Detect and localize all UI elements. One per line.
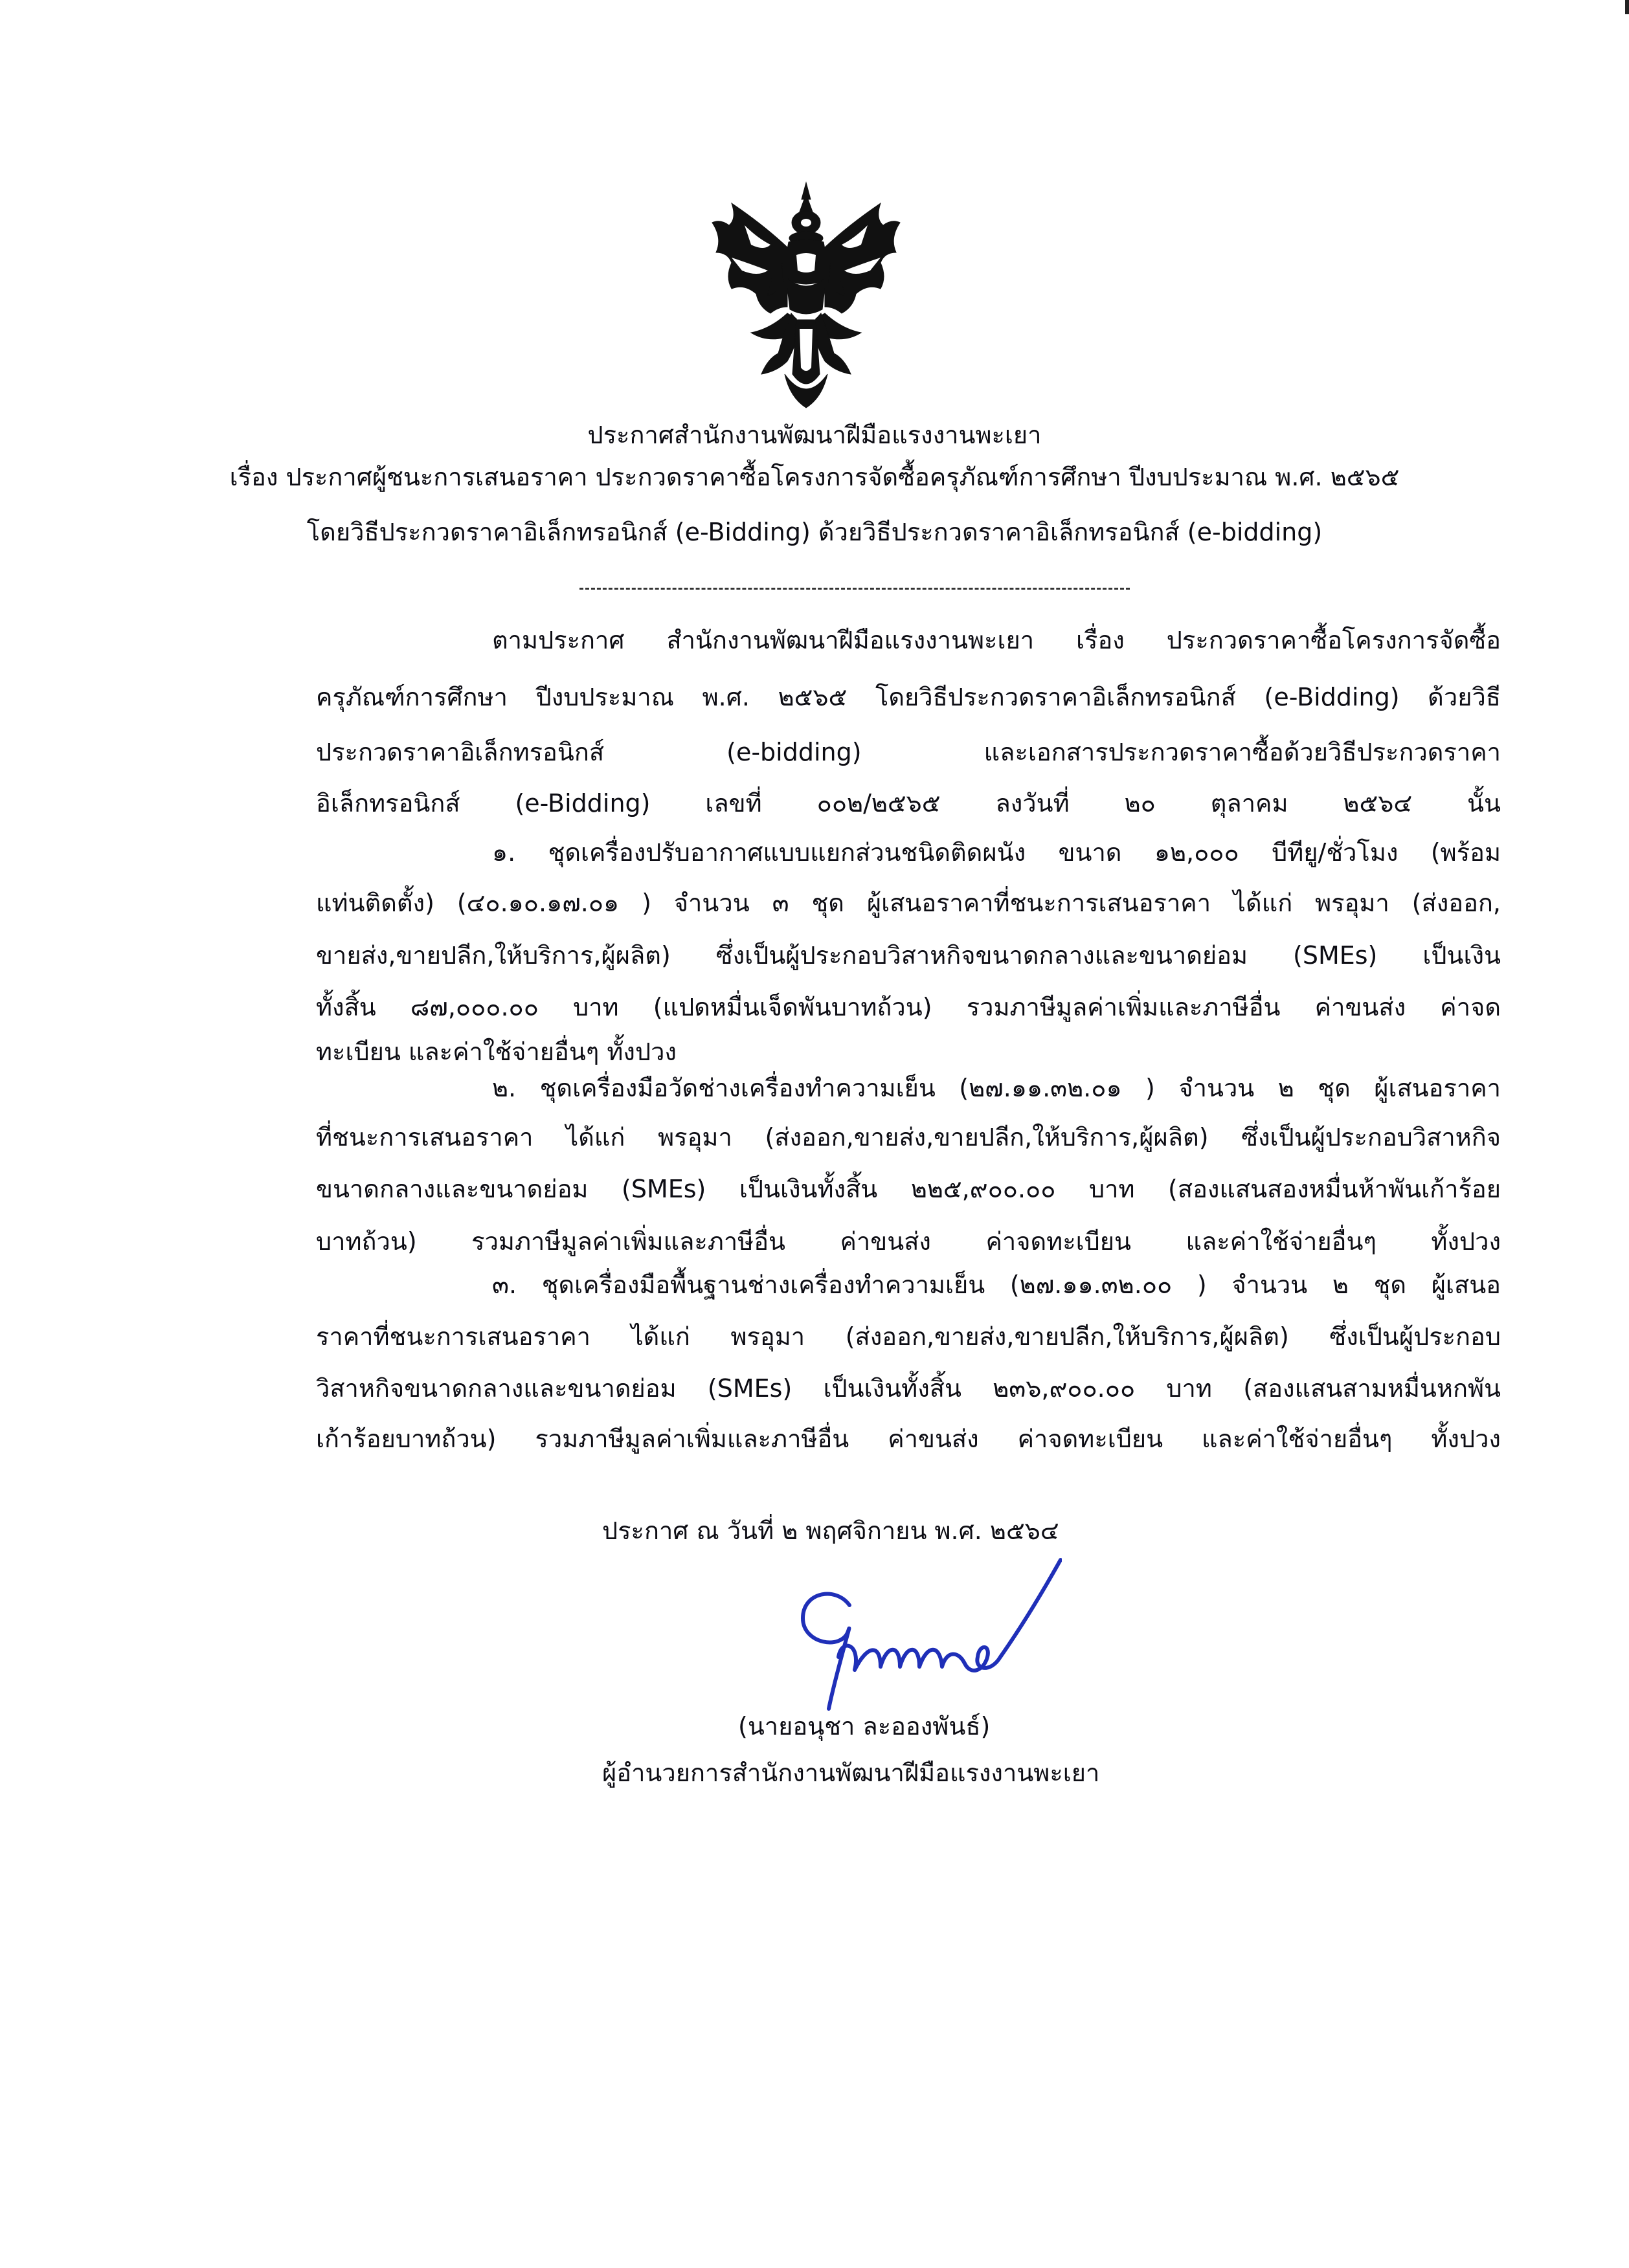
item-1-line: แท่นติดตั้ง) (๔๐.๑๐.๑๗.๐๑ ) จำนวน ๓ ชุด ผู้เสนอราคาที่ชนะการเสนอราคา ได้แก่ พรอุมา (ส่งออก, bbox=[316, 889, 1501, 917]
item-1-line: ขายส่ง,ขายปลีก,ให้บริการ,ผู้ผลิต) ซึ่งเป็นผู้ประกอบวิสาหกิจขนาดกลางและขนาดย่อม (SMEs) เป็นเงิน bbox=[316, 941, 1501, 970]
intro-line: ตามประกาศ สำนักงานพัฒนาฝีมือแรงงานพะเยา เรื่อง ประกวดราคาซื้อโครงการจัดซื้อ bbox=[492, 626, 1501, 654]
intro-line: ครุภัณฑ์การศึกษา ปีงบประมาณ พ.ศ. ๒๕๖๕ โดยวิธีประกวดราคาอิเล็กทรอนิกส์ (e-Bidding) ด้วยวิธี bbox=[316, 683, 1501, 711]
item-2-line: ขนาดกลางและขนาดย่อม (SMEs) เป็นเงินทั้งสิ้น ๒๒๕,๙๐๐.๐๐ บาท (สองแสนสองหมื่นห้าพันเก้าร้อย bbox=[316, 1175, 1501, 1203]
item-1-line: ๑. ชุดเครื่องปรับอากาศแบบแยกส่วนชนิดติดผนัง ขนาด ๑๒,๐๐๐ บีทียู/ชั่วโมง (พร้อม bbox=[492, 838, 1501, 867]
item-2-line: ๒. ชุดเครื่องมือวัดช่างเครื่องทำความเย็น (๒๗.๑๑.๓๒.๐๑ ) จำนวน ๒ ชุด ผู้เสนอราคา bbox=[492, 1074, 1501, 1102]
item-1-line: ทะเบียน และค่าใช้จ่ายอื่นๆ ทั้งปวง bbox=[316, 1038, 677, 1066]
signer-title: ผู้อำนวยการสำนักงานพัฒนาฝีมือแรงงานพะเยา bbox=[602, 1759, 1100, 1787]
header-title: ประกาศสำนักงานพัฒนาฝีมือแรงงานพะเยา bbox=[587, 421, 1042, 449]
announcement-date: ประกาศ ณ วันที่ ๒ พฤศจิกายน พ.ศ. ๒๕๖๔ bbox=[602, 1517, 1059, 1545]
intro-line: อิเล็กทรอนิกส์ (e-Bidding) เลขที่ ๐๐๒/๒๕๖๕ ลงวันที่ ๒๐ ตุลาคม ๒๕๖๔ นั้น bbox=[316, 789, 1501, 817]
intro-line: ประกวดราคาอิเล็กทรอนิกส์ (e-bidding) และเอกสารประกวดราคาซื้อด้วยวิธีประกวดราคา bbox=[316, 738, 1501, 766]
signer-name: (นายอนุชา ละอองพันธ์) bbox=[738, 1712, 991, 1740]
header-subject: เรื่อง ประกาศผู้ชนะการเสนอราคา ประกวดราคาซื้อโครงการจัดซื้อครุภัณฑ์การศึกษา ปีงบประมาณ พ.ศ. ๒๕๖๕ bbox=[229, 463, 1400, 491]
item-3-line: ราคาที่ชนะการเสนอราคา ได้แก่ พรอุมา (ส่งออก,ขายส่ง,ขายปลีก,ให้บริการ,ผู้ผลิต) ซึ่งเป็นผู้ประกอบ bbox=[316, 1322, 1501, 1351]
header-method: โดยวิธีประกวดราคาอิเล็กทรอนิกส์ (e-Bidding) ด้วยวิธีประกวดราคาอิเล็กทรอนิกส์ (e-bidding) bbox=[306, 518, 1323, 546]
item-3-line: ๓. ชุดเครื่องมือพื้นฐานช่างเครื่องทำความเย็น (๒๗.๑๑.๓๒.๐๐ ) จำนวน ๒ ชุด ผู้เสนอ bbox=[492, 1271, 1501, 1299]
item-2-line: ที่ชนะการเสนอราคา ได้แก่ พรอุมา (ส่งออก,ขายส่ง,ขายปลีก,ให้บริการ,ผู้ผลิต) ซึ่งเป็นผู้ประกอบวิสาหกิจ bbox=[316, 1123, 1501, 1151]
item-3-line: วิสาหกิจขนาดกลางและขนาดย่อม (SMEs) เป็นเงินทั้งสิ้น ๒๓๖,๙๐๐.๐๐ บาท (สองแสนสามหมื่นหกพัน bbox=[316, 1374, 1501, 1403]
item-1-line: ทั้งสิ้น ๘๗,๐๐๐.๐๐ บาท (แปดหมื่นเจ็ดพันบาทถ้วน) รวมภาษีมูลค่าเพิ่มและภาษีอื่น ค่าขนส่ง ค่าจด bbox=[316, 993, 1501, 1021]
handwritten-signature bbox=[777, 1547, 1062, 1715]
item-2-line: บาทถ้วน) รวมภาษีมูลค่าเพิ่มและภาษีอื่น ค่าขนส่ง ค่าจดทะเบียน และค่าใช้จ่ายอื่นๆ ทั้งปวง bbox=[316, 1227, 1501, 1256]
item-3-line: เก้าร้อยบาทถ้วน) รวมภาษีมูลค่าเพิ่มและภาษีอื่น ค่าขนส่ง ค่าจดทะเบียน และค่าใช้จ่ายอื่นๆ ทั้งปวง bbox=[316, 1425, 1501, 1453]
